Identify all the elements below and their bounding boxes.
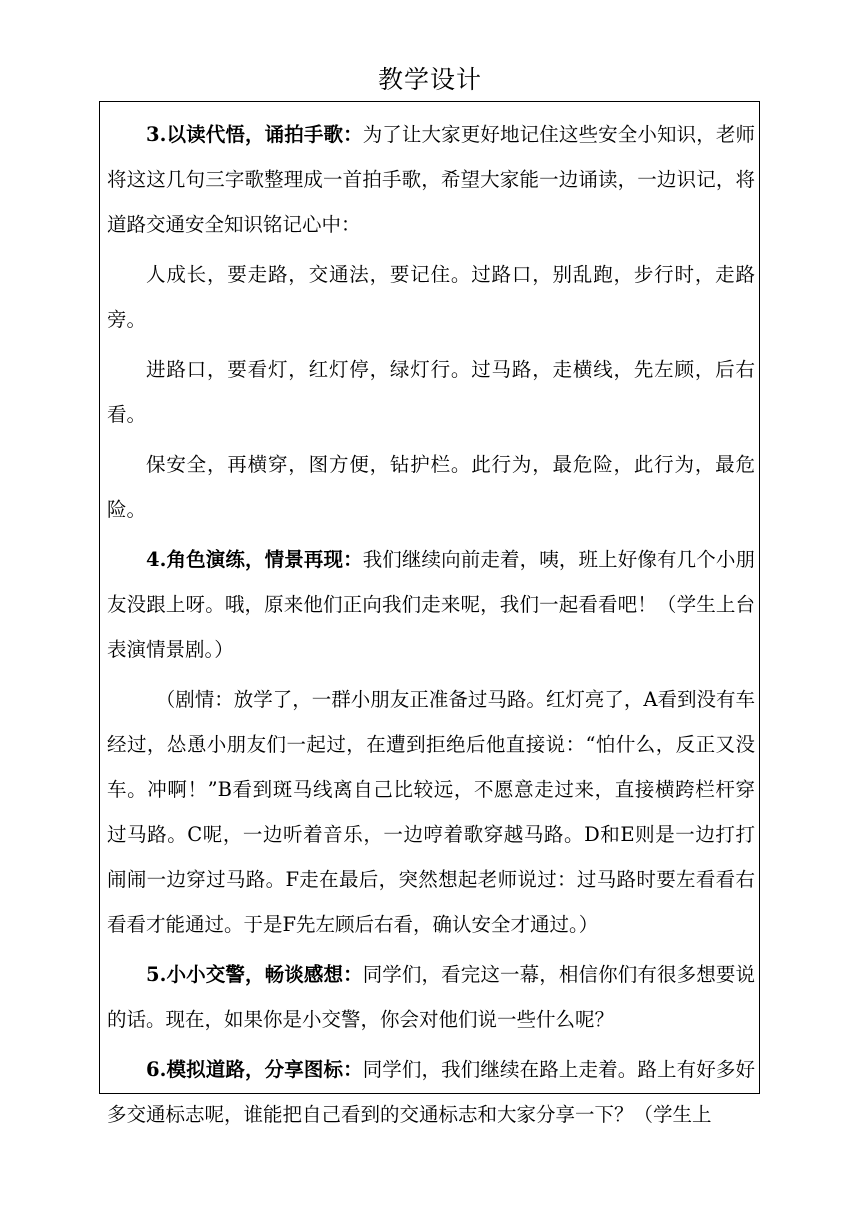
section-5-text: 同学们，看完这一幕，相信你们有很多想要说的话。现在，如果你是小交警，你会对他们说一些什么呢？ <box>107 963 755 1031</box>
section-3-heading: 3.以读代悟，诵拍手歌： <box>146 123 363 146</box>
section-4-text: 我们继续向前走着，咦，班上好像有几个小朋友没跟上呀。哦，原来他们正向我们走来呢，我们一起看看吧！（学生上台表演情景剧。） <box>107 548 755 661</box>
section-5-heading: 5.小小交警，畅谈感想： <box>146 963 363 986</box>
section-6-paragraph <box>107 1047 755 1137</box>
section-5-paragraph <box>107 952 755 1042</box>
story-paragraph: （剧情：放学了，一群小朋友正准备过马路。红灯亮了，A看到没有车经过，怂恿小朋友们一起过，在遭到拒绝后他直接说：“怕什么，反正又没车。冲啊！”B看到斑马线离自己比较远，不愿意走过来，直接横跨栏杆穿过马路。C呢，一边听着音乐，一边哼着歌穿越马路。D和E则是一边打打闹闹一边穿过马路。F走在最后，突然想起老师说过：过马路时要左看看右看看才能通过。于是F先左顾后右看，确认安全才通过。） <box>107 688 755 936</box>
song-line-3: 保安全，再横穿，图方便，钻护栏。此行为，最危险，此行为，最危险。 <box>107 453 755 521</box>
lesson-content <box>107 112 755 1137</box>
song-line-1: 人成长，要走路，交通法，要记住。过路口，别乱跑，步行时，走路旁。 <box>107 263 755 331</box>
section-4-paragraph <box>107 537 755 672</box>
section-6-heading: 6.模拟道路，分享图标： <box>146 1058 363 1081</box>
section-6-text: 同学们，我们继续在路上走着。路上有好多好多交通标志呢，谁能把自己看到的交通标志和大家分享一下？（学生上 <box>107 1058 755 1126</box>
section-3-text: 为了让大家更好地记住这些安全小知识，老师将这这几句三字歌整理成一首拍手歌，希望大家能一边诵读，一边识记，将道路交通安全知识铭记心中： <box>107 123 755 236</box>
content-table-cell <box>99 101 760 1126</box>
section-3-paragraph <box>107 112 755 247</box>
song-line-2: 进路口，要看灯，红灯停，绿灯行。过马路，走横线，先左顾，后右看。 <box>107 358 755 426</box>
page-title: 教学设计 <box>377 65 482 94</box>
section-4-heading: 4.角色演练，情景再现： <box>146 548 363 571</box>
